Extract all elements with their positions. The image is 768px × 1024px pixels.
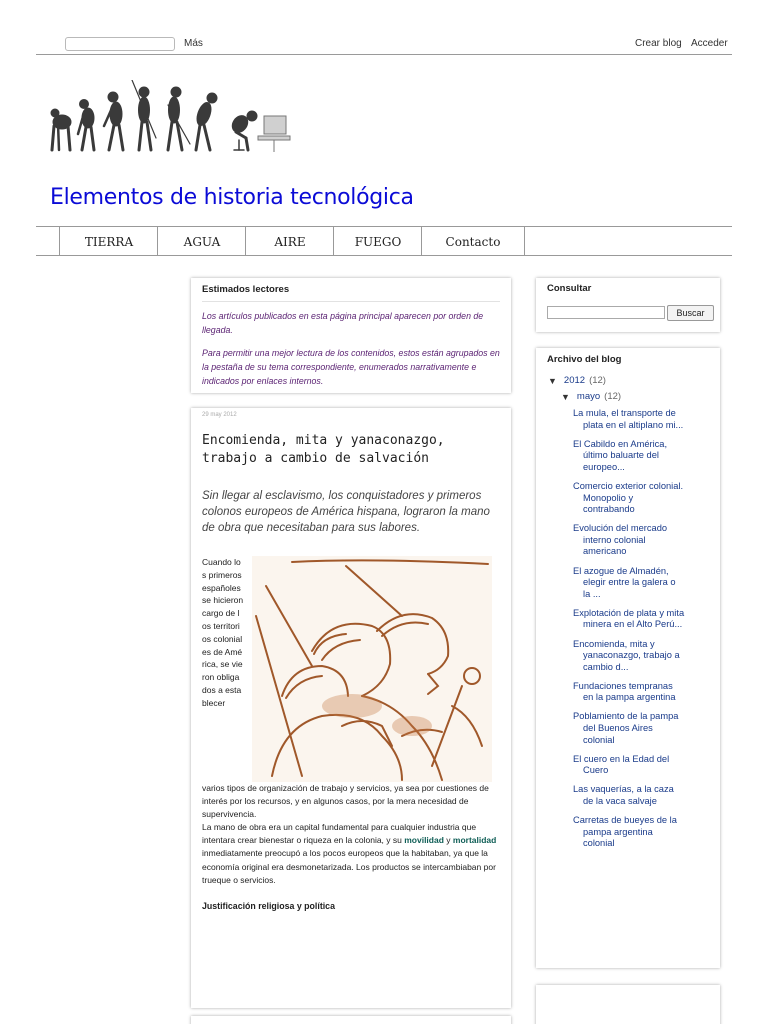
archive-post-link[interactable]: Fundaciones tempranas en la pampa argentina [573, 680, 676, 703]
search-button[interactable]: Buscar [667, 305, 714, 321]
post-body-text: La mano de obra era un capital fundamental para cualquier industria que intentara crear bienestar o riqueza en la colonia, y su [202, 822, 477, 846]
post-body-text: inmediatamente preocupó a los pocos europeos que la habitaban, ya que la economía original era desmonetarizada. Los productos se intercambiaban por trueque o servicios. [202, 848, 496, 885]
intro-widget [191, 278, 511, 393]
navbar-more-link[interactable]: Más [184, 38, 203, 49]
intro-paragraph-2: Para permitir una mejor lectura de los contenidos, estos están agrupados en la pestaña de su tema correspondiente, enumerados narrativamente e indicados por enlaces internos. [202, 348, 500, 386]
post-body-with-figure [202, 556, 500, 782]
search-widget [536, 278, 720, 332]
archive-post-link[interactable]: Comercio exterior colonial. Monopolio y contrabando [573, 480, 684, 515]
post-lead: Sin llegar al esclavismo, los conquistadores y primeros colonos europeos de América hispana, lograron la mano de obra que necesitaban para sus labores. [202, 490, 490, 534]
archive-month-mayo[interactable] [561, 391, 709, 402]
archive-post-link[interactable]: Explotación de plata y mita minera en el Alto Perú... [573, 607, 685, 630]
post-subheading: Justificación religiosa y política [202, 900, 335, 911]
archive-post-link[interactable]: Las vaquerías, a la caza de la vaca salvaje [573, 784, 674, 807]
tab-fuego[interactable]: FUEGO [333, 227, 422, 256]
sidebar-search-input[interactable] [547, 306, 665, 319]
tab-aire[interactable]: AIRE [245, 227, 334, 256]
expand-triangle-icon[interactable]: ▼ [548, 375, 557, 386]
indigenous-workers-sepia-drawing[interactable] [252, 556, 492, 782]
archive-post-link[interactable]: El cuero en la Edad del Cuero [573, 753, 670, 776]
movilidad-link[interactable]: movilidad [404, 835, 444, 846]
archive-post-link[interactable]: El azogue de Almadén, elegir entre la galera o la ... [573, 565, 676, 599]
archive-year-2012[interactable] [548, 375, 709, 386]
navbar-search-input[interactable] [65, 37, 175, 51]
human-evolution-to-computer-illustration [44, 80, 294, 156]
archive-post-link[interactable]: La mula, el transporte de plata en el altiplano mi... [573, 408, 684, 430]
archive-post-link[interactable]: Encomienda, mita y yanaconazgo, trabajo a cambio d... [573, 638, 680, 672]
tab-contacto[interactable]: Contacto [421, 227, 525, 256]
sign-in-link[interactable]: Acceder [691, 38, 728, 49]
archive-post-list [573, 408, 709, 850]
expand-triangle-icon[interactable]: ▼ [561, 391, 570, 402]
blogger-navbar [36, 33, 732, 55]
post-body-narrow-column: Cuando los primeros españoles se hicieron cargo de los territorios coloniales de América, se vieron obligados a establecer [202, 557, 244, 708]
create-blog-link[interactable]: Crear blog [635, 38, 682, 49]
post-title[interactable]: Encomienda, mita y yanaconazgo, trabajo a cambio de salvación [202, 433, 445, 466]
search-widget-title: Consultar [547, 283, 592, 294]
archive-title: Archivo del blog [547, 354, 622, 365]
tab-agua[interactable]: AGUA [157, 227, 246, 256]
archive-year-label[interactable]: 2012 [563, 375, 586, 386]
archive-post-link[interactable]: El Cabildo en América, último baluarte del europeo... [573, 438, 668, 472]
archive-post-link[interactable]: Poblamiento de la pampa del Buenos Aires colonial [573, 711, 679, 745]
archive-month-label[interactable]: mayo [576, 391, 601, 402]
page-tabs [36, 226, 732, 256]
blog-post [191, 408, 511, 1008]
post-body-paragraph-1: varios tipos de organización de trabajo y servicios, ya sea por cuestiones de interés por los recursos, y en algunos casos, por la mera necesidad de supervivencia. [202, 783, 489, 820]
archive-year-count: (12) [589, 375, 606, 386]
post-body-paragraph-2 [202, 821, 500, 886]
tab-tierra[interactable]: TIERRA [59, 227, 158, 256]
intro-paragraph-1: Los artículos publicados en esta página principal aparecen por orden de llegada. [202, 311, 484, 335]
main-column-bottom-card [191, 1016, 511, 1024]
intro-title: Estimados lectores [202, 284, 500, 302]
archive-post-link[interactable]: Carretas de bueyes de la pampa argentina colonial [573, 815, 677, 849]
blog-title[interactable]: Elementos de historia tecnológica [50, 185, 414, 210]
sidebar-bottom-card [536, 985, 720, 1024]
archive-month-count: (12) [604, 391, 622, 402]
blog-archive-widget [536, 348, 720, 968]
mortalidad-link[interactable]: mortalidad [452, 835, 497, 846]
archive-post-link[interactable]: Evolución del mercado interno colonial americano [573, 523, 668, 557]
post-body-text: y [443, 835, 453, 846]
post-date: 29 may 2012 [202, 412, 237, 418]
